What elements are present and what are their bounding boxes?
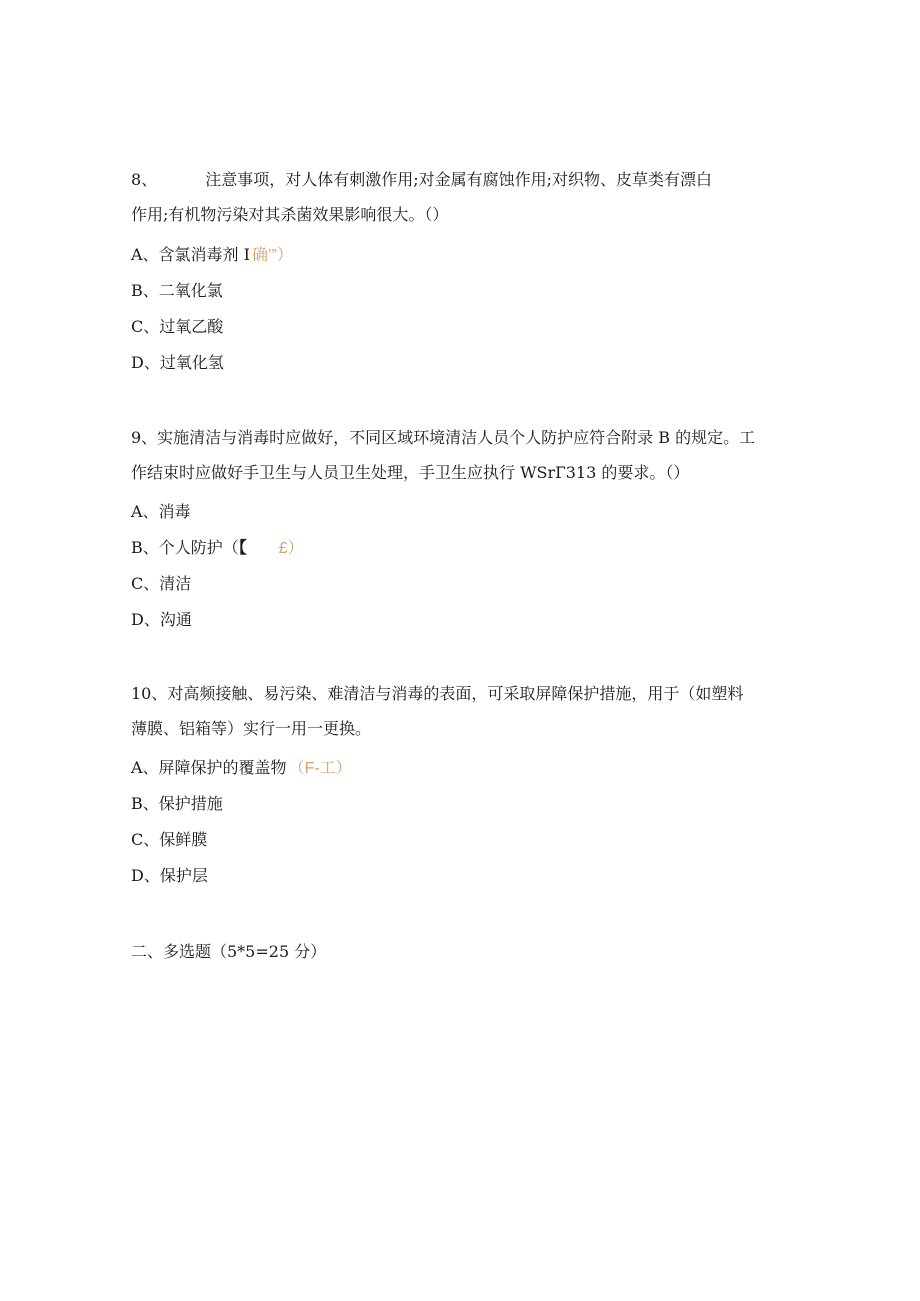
question-9-option-b xyxy=(131,538,304,558)
question-9-option-c: C、清洁 xyxy=(131,574,192,593)
handwritten-answer-mark: （F-工） xyxy=(288,760,352,777)
question-8-option-c: C、过氧乙酸 xyxy=(131,317,224,336)
question-8-option-b: B、二氧化氯 xyxy=(131,281,223,300)
question-9-line-2: 作结束时应做好手卫生与人员卫生处理，手卫生应执行 WSrГ313 的要求。（） xyxy=(131,463,690,482)
question-9-option-a: A、消毒 xyxy=(131,502,191,521)
bracket-mark: 【 xyxy=(238,538,247,557)
question-8-line-2: 作用;有机物污染对其杀菌效果影响很大。（） xyxy=(131,205,449,224)
option-label: B、个人防护（ xyxy=(131,538,239,557)
option-label: A、屏障保护的覆盖物 xyxy=(131,758,287,777)
question-10-option-c: C、保鲜膜 xyxy=(131,830,208,849)
section-2-heading: 二、多选题（5*5=25 分） xyxy=(131,942,327,961)
handwritten-answer-mark: 确’”） xyxy=(251,247,293,264)
question-10-option-d: D、保护层 xyxy=(131,866,208,885)
question-10-option-b: B、保护措施 xyxy=(131,794,223,813)
option-label: A、含氯消毒剂 I xyxy=(131,245,250,264)
handwritten-answer-mark: £） xyxy=(278,540,304,557)
question-9-option-d: D、沟通 xyxy=(131,610,192,629)
question-9-line-1: 9、实施清洁与消毒时应做好，不同区域环境清洁人员个人防护应符合附录 B 的规定。工 xyxy=(131,428,756,447)
question-10-line-2: 薄膜、铝箱等）实行一用一更换。 xyxy=(131,719,372,738)
question-10-line-1: 10、对高频接触、易污染、难清洁与消毒的表面，可采取屏障保护措施，用于（如塑料 xyxy=(131,684,744,703)
question-10-option-a xyxy=(131,758,352,778)
question-8-text-1: 注意事项，对人体有刺激作用;对金属有腐蚀作用;对织物、皮草类有漂白 xyxy=(205,170,712,189)
question-8-option-d: D、过氧化氢 xyxy=(131,353,224,372)
question-8-line-1 xyxy=(131,170,712,190)
question-8-number: 8、 xyxy=(131,170,158,189)
question-8-option-a xyxy=(131,245,293,265)
